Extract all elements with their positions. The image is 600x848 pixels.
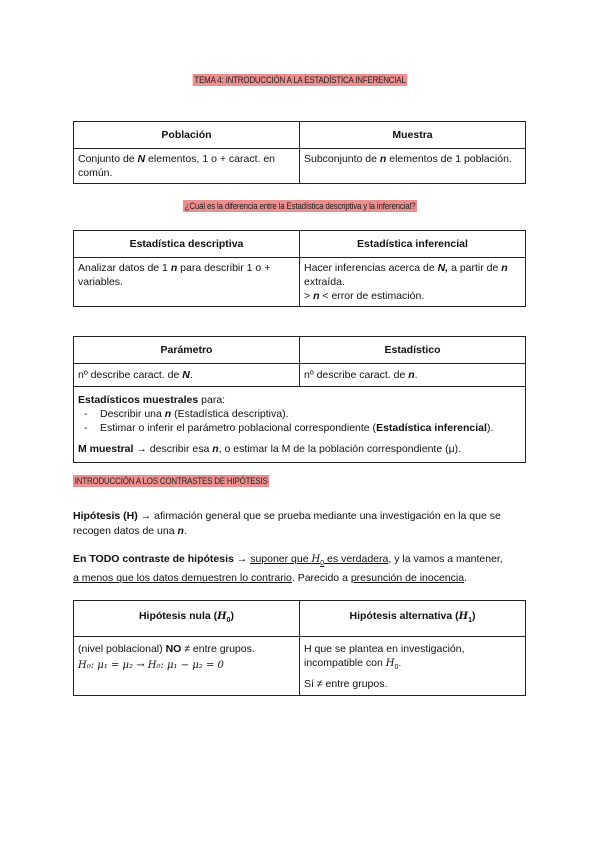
uses-list: [78, 407, 521, 435]
section-heading-line: [73, 475, 296, 487]
table-hipotesis: [73, 600, 526, 696]
question-heading: ¿Cuál es la diferencia entre la Estadística descriptiva y la inferencial?: [184, 201, 416, 211]
cell-parametro: nº describe caract. de N.: [74, 364, 300, 387]
cell-poblacion: Conjunto de N elementos, 1 o + caract. en común.: [74, 149, 300, 184]
table-descriptiva-inferencial: [73, 230, 526, 307]
header-parametro: Parámetro: [74, 337, 300, 364]
list-item: - Describir una n (Estadística descriptiva).: [100, 407, 521, 421]
header-hipotesis-alternativa: Hipótesis alternativa $(H_1)$: [300, 601, 526, 637]
header-inferencial: Estadística inferencial: [300, 231, 526, 258]
header-muestra: Muestra: [300, 122, 526, 149]
table-poblacion-muestra: [73, 121, 526, 184]
question-line: [0, 200, 600, 212]
cell-estadistico: nº describe caract. de n.: [300, 364, 526, 387]
contraste-paragraph: En TODO contraste de hipótesis → suponer que $H_0$ es verdadera, y la vamos a mantener, a menos que los datos demuestren lo contrario. Parecido a presunción de inocencia.: [73, 553, 503, 585]
header-hipotesis-nula: Hipótesis nula $(H_0)$: [74, 601, 300, 637]
header-descriptiva: Estadística descriptiva: [74, 231, 300, 258]
hipotesis-definition: Hipótesis (H) → afirmación general que se prueba mediante una investigación en la que se recogen datos de una n.: [73, 510, 501, 537]
cell-hipotesis-alternativa: H que se plantea en investigación, incompatible con $H_0$. Sí ≠ entre grupos.: [300, 637, 526, 696]
table-parametro-estadistico: [73, 336, 526, 463]
cell-inferencial: Hacer inferencias acerca de N, a partir de n extraída. > n < error de estimación.: [300, 258, 526, 307]
cell-muestra: Subconjunto de n elementos de 1 población.: [300, 149, 526, 184]
list-item: - Estimar o inferir el parámetro poblacional correspondiente (Estadística inferencial).: [100, 421, 521, 435]
cell-hipotesis-nula: (nivel poblacional) NO ≠ entre grupos. H₀: μ₁ = μ₂ → H₀: μ₁ − μ₂ = 0: [74, 637, 300, 696]
null-hypothesis-equation: H₀: μ₁ = μ₂ → H₀: μ₁ − μ₂ = 0: [78, 660, 224, 672]
header-poblacion: Población: [74, 122, 300, 149]
alt-hypothesis-note: Sí ≠ entre grupos.: [304, 678, 388, 691]
cell-estadisticos-muestrales: Estadísticos muestrales para: - Describir una n (Estadística descriptiva). - Estimar o inferir el parámetro poblacional correspondiente (Estadística inferencial). M muestral → describir esa n, o estimar la M de la población correspondiente (μ).: [74, 387, 526, 463]
section-heading: INTRODUCCIÓN A LOS CONTRASTES DE HIPÓTESIS: [74, 476, 268, 486]
title-line: [0, 74, 600, 86]
cell-descriptiva: Analizar datos de 1 n para describir 1 o + variables.: [74, 258, 300, 307]
page-title: TEMA 4: INTRODUCCIÓN A LA ESTADÍSTICA INFERENCIAL: [194, 75, 406, 85]
header-estadistico: Estadístico: [300, 337, 526, 364]
